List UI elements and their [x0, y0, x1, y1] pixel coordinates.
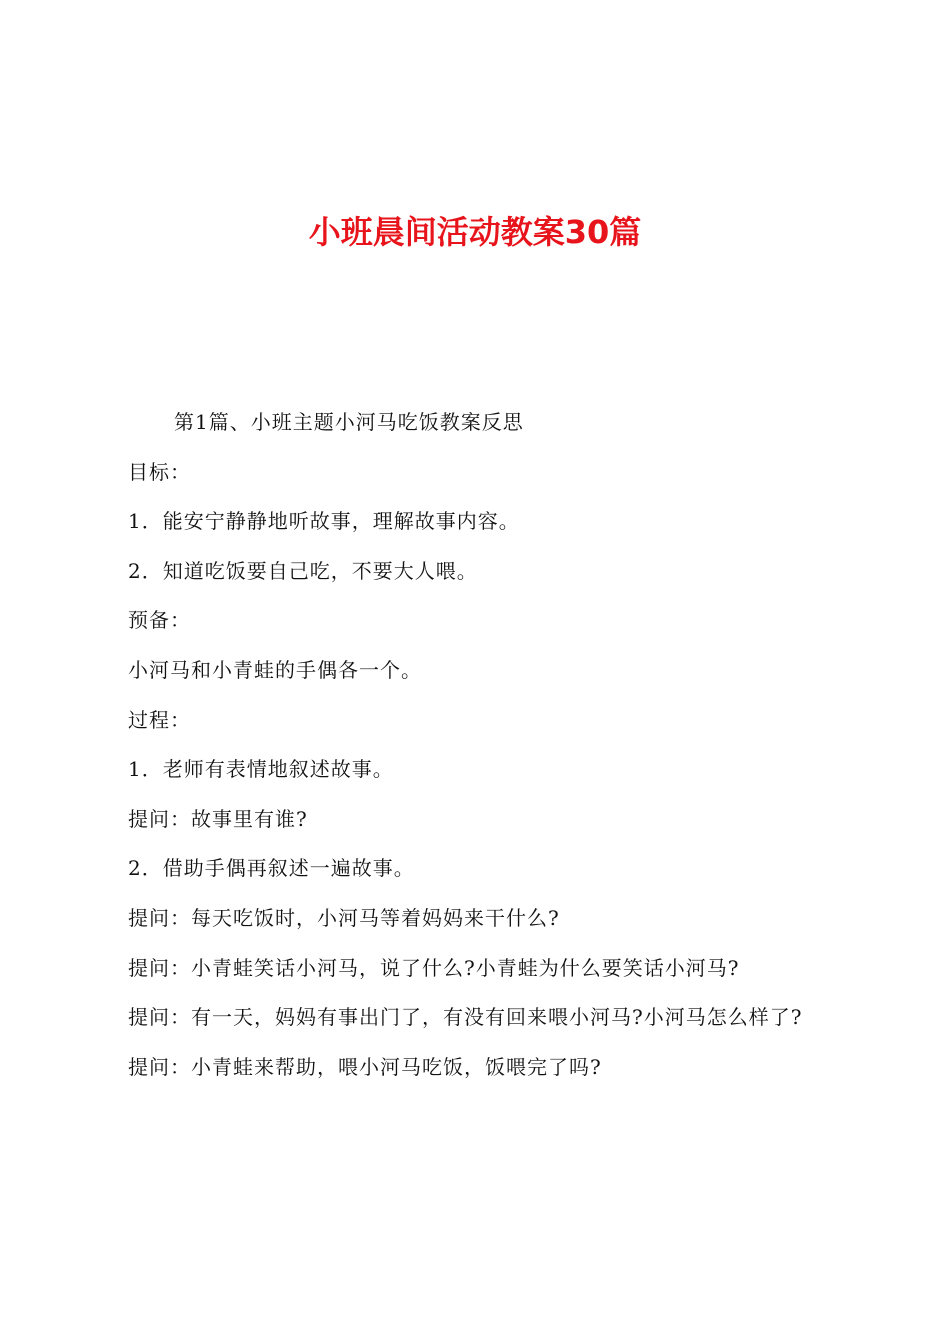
paragraph-process-2: 2．借助手偶再叙述一遍故事。 — [128, 856, 415, 881]
paragraph-process-1: 1．老师有表情地叙述故事。 — [128, 757, 394, 782]
paragraph-question-5: 提问：小青蛙来帮助，喂小河马吃饭，饭喂完了吗? — [128, 1054, 602, 1079]
paragraph-question-1: 提问：故事里有谁? — [128, 806, 308, 831]
paragraph-goal-1: 1．能安宁静静地听故事，理解故事内容。 — [128, 509, 520, 534]
paragraph-process-label: 过程： — [128, 707, 191, 732]
paragraph-prep-content: 小河马和小青蛙的手偶各一个。 — [128, 657, 422, 682]
paragraph-prep-label: 预备： — [128, 608, 191, 633]
paragraph-question-2: 提问：每天吃饭时，小河马等着妈妈来干什么? — [128, 905, 560, 930]
section-heading: 第1篇、小班主题小河马吃饭教案反思 — [174, 410, 524, 434]
paragraph-goal-2: 2．知道吃饭要自己吃，不要大人喂。 — [128, 558, 478, 583]
paragraph-question-3: 提问：小青蛙笑话小河马，说了什么?小青蛙为什么要笑话小河马? — [128, 955, 740, 980]
document-body — [128, 398, 838, 1092]
paragraph-goal-label: 目标： — [128, 459, 191, 484]
document-title: 小班晨间活动教案30篇 — [308, 213, 642, 251]
paragraph-question-4: 提问：有一天，妈妈有事出门了，有没有回来喂小河马?小河马怎么样了? — [128, 1005, 803, 1030]
